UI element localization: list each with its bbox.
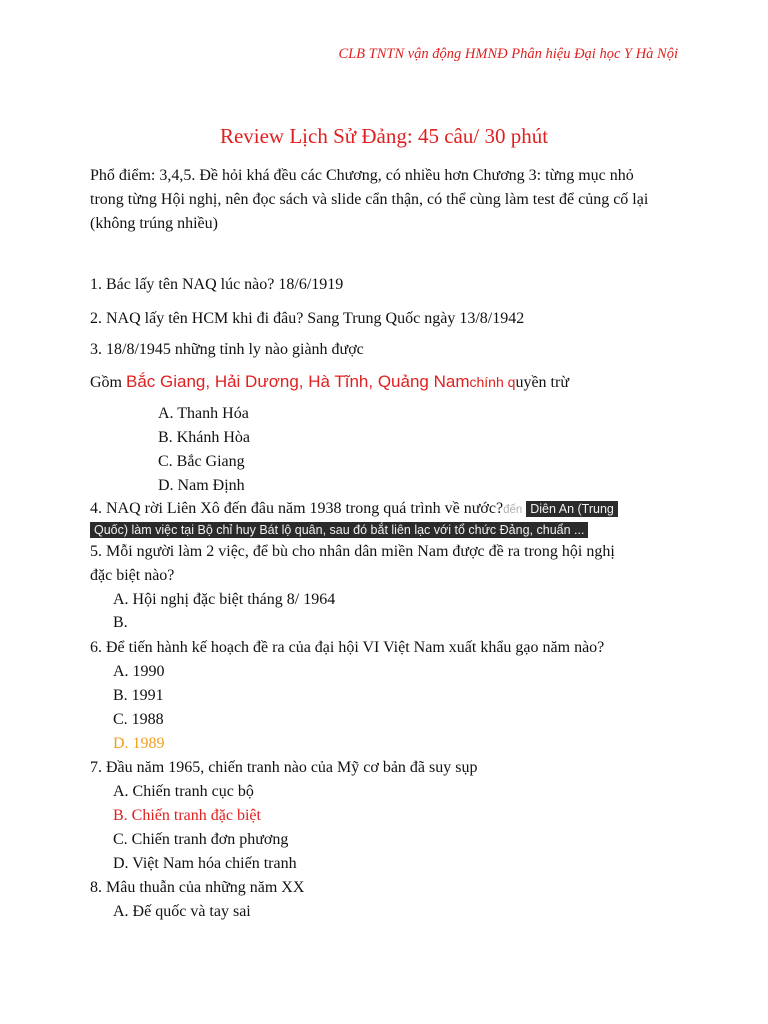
q6-option-c: C. 1988 (113, 711, 164, 728)
question-5-line-2: đặc biệt nào? (90, 567, 175, 584)
q3-option-d: D. Nam Định (158, 477, 245, 494)
q7-option-b-answer: B. Chiến tranh đặc biệt (113, 807, 261, 824)
q8-option-a: A. Đế quốc và tay sai (113, 903, 251, 920)
q7-option-a: A. Chiến tranh cục bộ (113, 783, 254, 800)
q7-option-c: C. Chiến tranh đơn phương (113, 831, 289, 848)
q7-option-d: D. Việt Nam hóa chiến tranh (113, 855, 297, 872)
question-4-grey: đến (503, 504, 523, 516)
q5-option-b: B. (113, 614, 128, 631)
club-header: CLB TNTN vận động HMNĐ Phân hiệu Đại học Y Hà Nội (338, 46, 678, 62)
question-5-line-1: 5. Mỗi người làm 2 việc, để bù cho nhân dân miền Nam được đề ra trong hội nghị (90, 543, 615, 560)
q6-option-a: A. 1990 (113, 663, 165, 680)
question-3: 3. 18/8/1945 những tỉnh ly nào giành được (90, 341, 364, 358)
question-4-text: 4. NAQ rời Liên Xô đến đâu năm 1938 trong quá trình về nước? (90, 500, 504, 517)
q3-option-c: C. Bắc Giang (158, 453, 245, 470)
note-suffix: uyền trừ (515, 374, 569, 391)
q6-option-b: B. 1991 (113, 687, 164, 704)
note-red-small: chính q (469, 374, 516, 390)
note-provinces: Bắc Giang, Hải Dương, Hà Tĩnh, Quảng Nam (126, 372, 470, 391)
page-title: Review Lịch Sử Đảng: 45 câu/ 30 phút (219, 124, 549, 148)
q3-option-b: B. Khánh Hòa (158, 429, 250, 446)
question-2: 2. NAQ lấy tên HCM khi đi đâu? Sang Trung Quốc ngày 13/8/1942 (90, 310, 525, 327)
intro-paragraph: Phổ điểm: 3,4,5. Đề hỏi khá đều các Chương, có nhiều hơn Chương 3: từng mục nhỏ trong từng Hội nghị, nên đọc sách và slide cẩn thận, có thể cùng làm test để củng cố lại (không trúng nhiều) (90, 167, 649, 232)
question-3-note (90, 372, 569, 392)
question-8: 8. Mâu thuẫn của những năm XX (90, 879, 305, 896)
q5-option-a: A. Hội nghị đặc biệt tháng 8/ 1964 (113, 591, 336, 608)
answer-tooltip-line-1: Diên An (Trung (526, 501, 618, 517)
q3-option-a: A. Thanh Hóa (158, 405, 249, 422)
question-4 (90, 500, 618, 518)
question-6: 6. Để tiến hành kế hoạch đề ra của đại hội VI Việt Nam xuất khẩu gạo năm nào? (90, 639, 605, 656)
answer-tooltip-line-2: Quốc) làm việc tại Bộ chỉ huy Bát lộ quân, sau đó bắt liên lạc với tổ chức Đảng, chuẩn ... (90, 522, 588, 538)
question-1: 1. Bác lấy tên NAQ lúc nào? 18/6/1919 (90, 276, 344, 293)
question-7: 7. Đầu năm 1965, chiến tranh nào của Mỹ cơ bản đã suy sụp (90, 759, 478, 776)
note-prefix: Gồm (90, 374, 126, 391)
q6-option-d-answer: D. 1989 (113, 735, 165, 752)
